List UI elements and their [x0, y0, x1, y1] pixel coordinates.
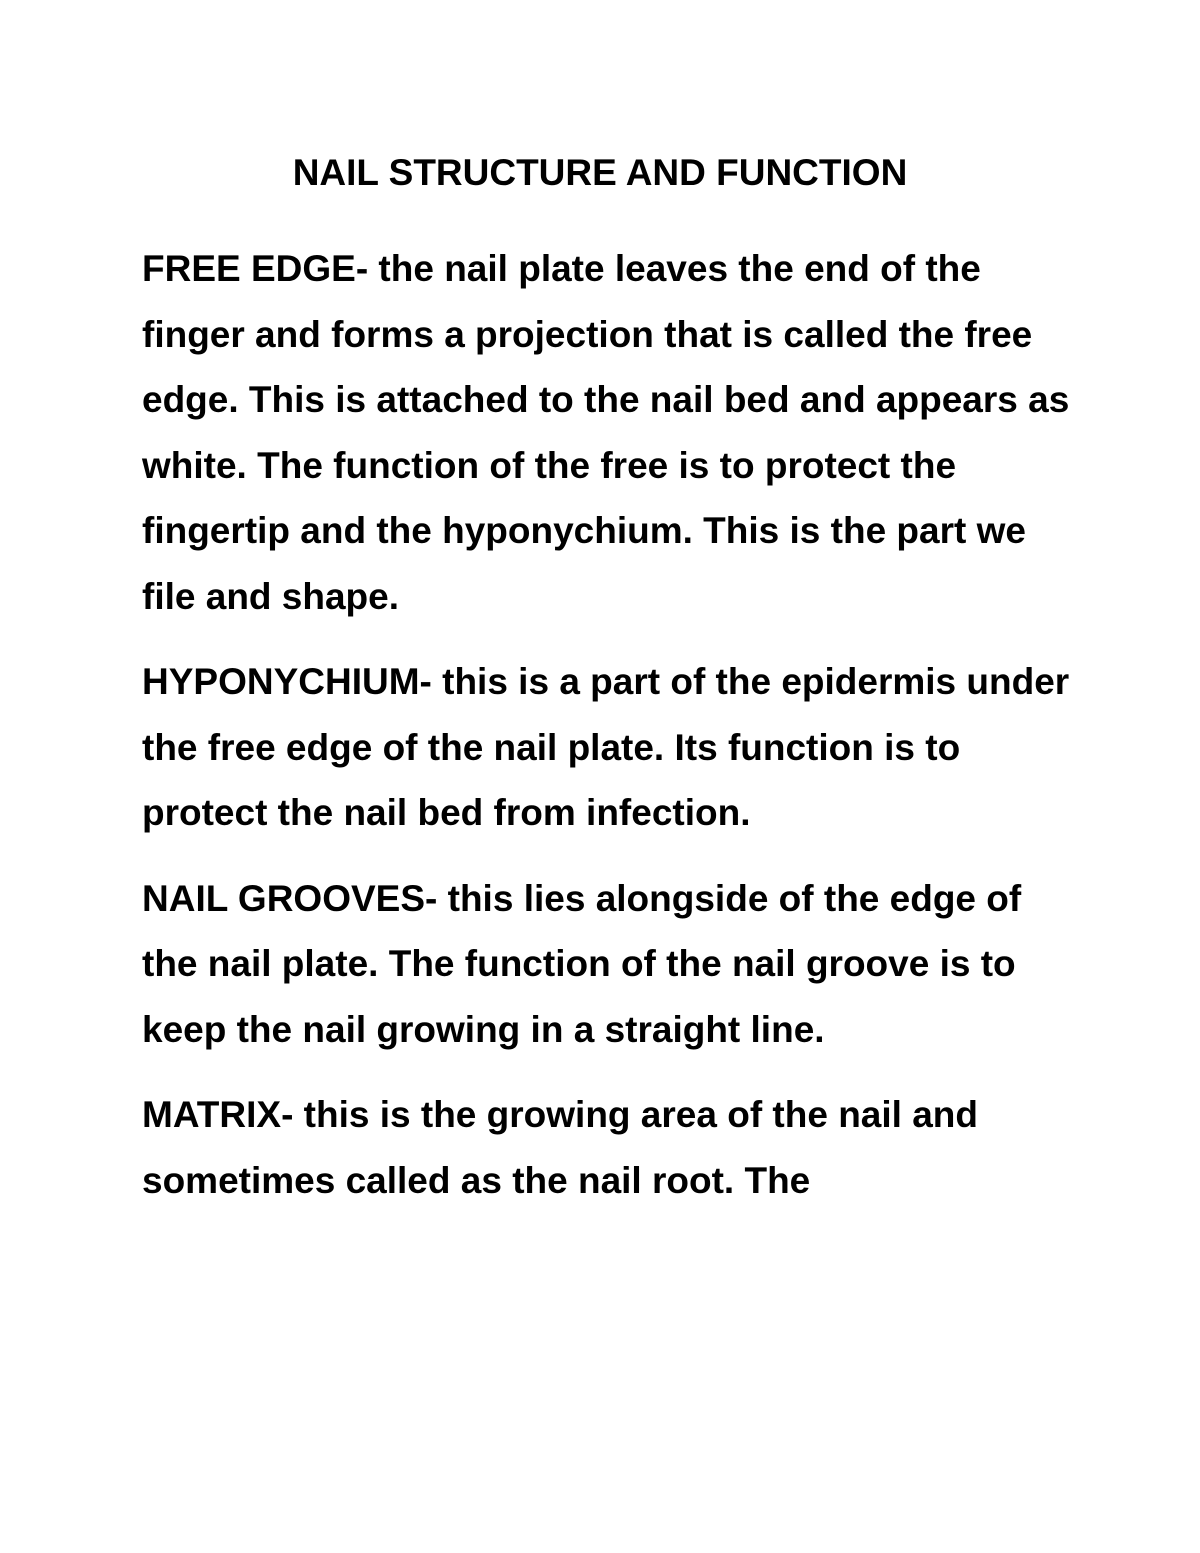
section-term: MATRIX-: [142, 1094, 294, 1135]
section-free-edge: [142, 236, 1072, 629]
document-title: NAIL STRUCTURE AND FUNCTION: [292, 152, 908, 193]
section-term: HYPONYCHIUM-: [142, 661, 432, 702]
section-text: this is a part of the epidermis under the free edge of the nail plate. Its function is to protect the nail bed from infection.: [142, 661, 1070, 833]
section-term: NAIL GROOVES-: [142, 877, 438, 919]
section-matrix: [142, 1082, 1072, 1213]
section-text: this is the growing area of the nail and sometimes called as the nail root. The: [142, 1094, 978, 1201]
section-nail-grooves: [142, 866, 1072, 1063]
section-hyponychium: [142, 649, 1072, 846]
document-body: [142, 236, 1072, 1233]
section-text: this lies alongside of the edge of the nail plate. The function of the nail groove is to keep the nail growing in a straight line.: [142, 877, 1022, 1050]
section-text: the nail plate leaves the end of the finger and forms a projection that is called the free edge. This is attached to the nail bed and appears as white. The function of the free is to protect the fingertip and the hyponychium. This is the part we file and shape.: [142, 248, 1070, 617]
section-term: FREE EDGE-: [142, 248, 369, 289]
